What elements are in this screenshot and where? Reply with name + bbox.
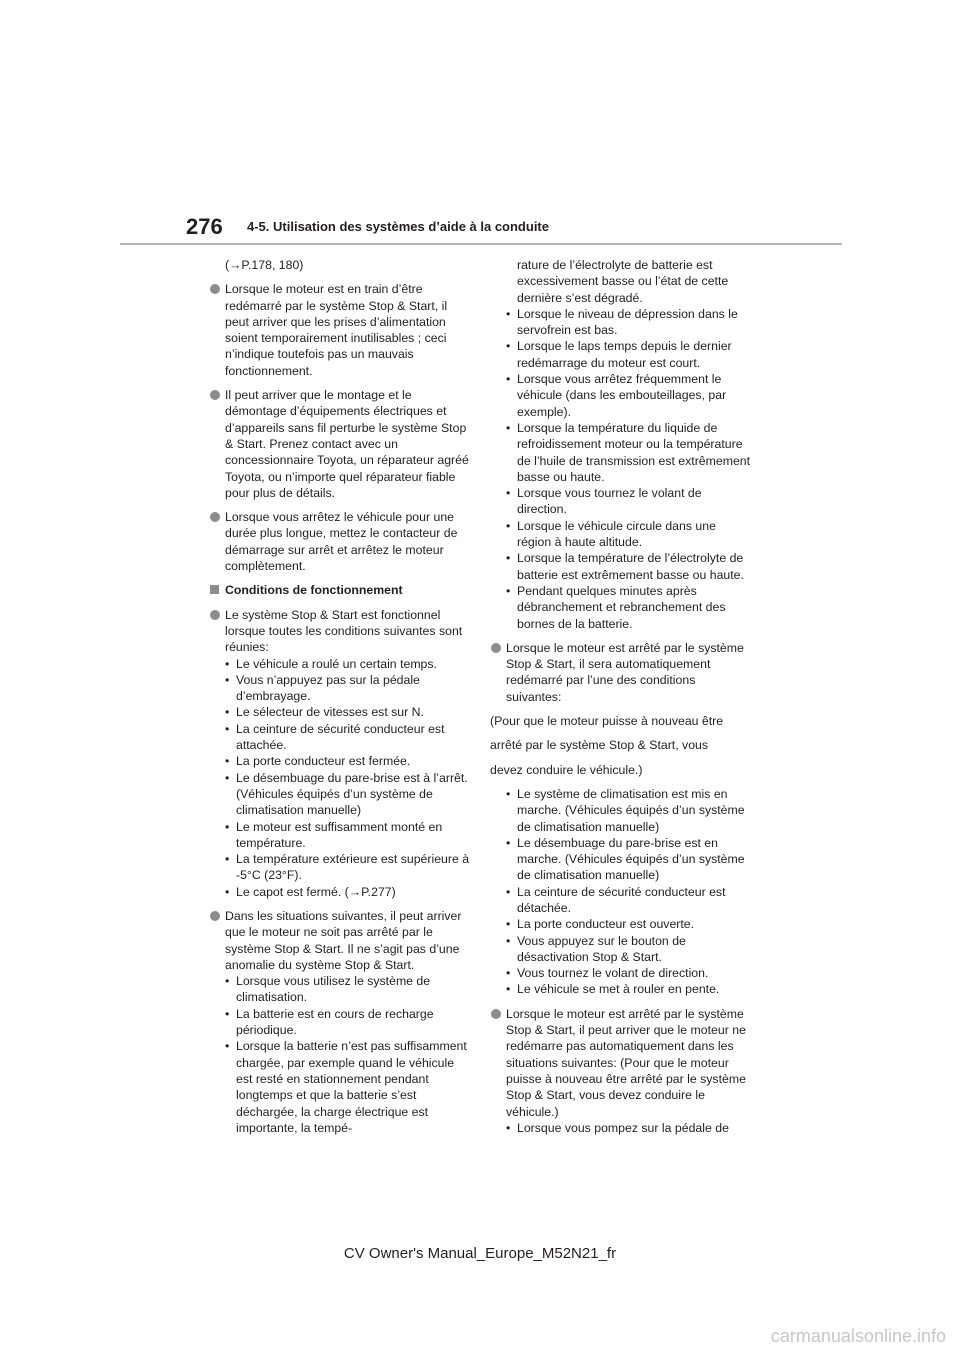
list-item: • Lorsque vous tournez le volant de direction. — [506, 486, 702, 517]
footer-manual-name: CV Owner's Manual_Europe_M52N21_fr — [343, 1245, 617, 1262]
list-item: • La température extérieure est supérieure à -5°C (23°F). — [225, 852, 470, 883]
bullet-circle-icon — [491, 643, 501, 653]
list-item: • Lorsque la batterie n’est pas suffisamment chargée, par exemple quand le véhicule est resté en stationnement pendant longtemps et que la batterie s’est déchargée, la charge électrique est importante, la tempé- — [225, 1039, 467, 1135]
bullet-circle-icon — [210, 911, 220, 921]
list-item: • Lorsque vous pompez sur la pédale de — [506, 1120, 729, 1135]
list-item: • Le véhicule a roulé un certain temps. — [225, 656, 437, 671]
list-item: • Le véhicule se met à rouler en pente. — [506, 982, 720, 997]
list-item: • Vous n’appuyez pas sur la pédale d’embrayage. — [225, 672, 420, 704]
bullet-paragraph — [209, 387, 471, 501]
list-item: • Le désembuage du pare-brise est à l’arrêt. (Véhicules équipés d’un système de climatisation manuelle) — [225, 770, 468, 818]
left-column — [209, 257, 471, 1136]
bullet-text: Lorsque le moteur est arrêté par le système Stop & Start, il sera automatiquement redémarré par l’une des conditions suivantes: — [506, 640, 744, 704]
list-item: • Lorsque la température de l’électrolyte de batterie est extrêmement basse ou haute. — [506, 551, 744, 582]
bullet-paragraph — [490, 1006, 752, 1120]
plain-text-line: arrêté par le système Stop & Start, vous — [490, 738, 709, 753]
list-item: • Lorsque le véhicule circule dans une région à haute altitude. — [506, 518, 716, 550]
bullet-circle-icon — [210, 512, 220, 522]
header-rule — [120, 243, 842, 245]
page-reference[interactable]: (→P.178, 180) — [225, 258, 304, 272]
bullet-text: Lorsque le moteur est arrêté par le système Stop & Start, il peut arriver que le moteur ne redémarre pas automatiquement dans les situations suivantes: (Pour que le moteur puisse à nouveau être arrêté par le système Stop & Start, vous devez conduire le véhicule.) — [506, 1006, 746, 1119]
list-item: • Lorsque la température du liquide de refroidissement moteur ou la température de l’huile de transmission est extrêmement basse ou haute. — [506, 420, 751, 484]
list-item: • Lorsque le niveau de dépression dans le servofrein est bas. — [506, 306, 738, 338]
section-title: 4-5. Utilisation des systèmes d’aide à la conduite — [247, 219, 549, 234]
list-item: • Le moteur est suffisamment monté en température. — [225, 819, 443, 850]
bullet-paragraph — [209, 607, 471, 656]
subsection-heading — [209, 582, 471, 598]
heading-text: Conditions de fonctionnement — [225, 583, 403, 598]
list-item: • La ceinture de sécurité conducteur est détachée. — [506, 884, 726, 915]
bullet-text: Lorsque le moteur est en train d’être redémarré par le système Stop & Start, il peut arriver que les prises d’alimentation soient temporairement inutilisables ; ceci n’indique toutefois pas un mauvais fonctionnement. — [225, 282, 448, 378]
list-item: • La ceinture de sécurité conducteur est attachée. — [225, 721, 445, 753]
bullet-paragraph — [209, 908, 471, 973]
continued-text: rature de l’électrolyte de batterie est excessivement basse ou l’état de cette dernière s’est dégradé. — [517, 258, 729, 305]
bullet-text: Lorsque vous arrêtez le véhicule pour une durée plus longue, mettez le contacteur de démarrage sur arrêt et arrêtez le moteur complètement. — [225, 510, 458, 574]
list-item: • La porte conducteur est ouverte. — [506, 917, 695, 932]
bullet-paragraph — [209, 281, 471, 379]
situations-list — [209, 973, 471, 1136]
restart-conditions-list — [490, 786, 752, 998]
bullet-paragraph — [209, 509, 471, 574]
plain-text-line: (Pour que le moteur puisse à nouveau être — [490, 714, 724, 729]
list-item: • La porte conducteur est fermée. — [225, 754, 411, 769]
conditions-list — [209, 656, 471, 900]
final-list — [490, 1120, 752, 1136]
list-item: • Vous appuyez sur le bouton de désactivation Stop & Start. — [506, 933, 686, 964]
situations-list-continued — [490, 306, 752, 632]
list-item[interactable]: • Le capot est fermé. (→P.277) — [225, 884, 396, 899]
list-item: • La batterie est en cours de recharge périodique. — [225, 1006, 434, 1038]
list-item: • Le sélecteur de vitesses est sur N. — [225, 705, 424, 720]
square-marker-icon — [210, 585, 219, 594]
watermark[interactable]: carmanualsonline.info — [770, 1326, 946, 1346]
list-item: • Pendant quelques minutes après débranchement et rebranchement des bornes de la batterie. — [506, 583, 726, 631]
bullet-text: Dans les situations suivantes, il peut arriver que le moteur ne soit pas arrêté par le système Stop & Start. Il ne s’agit pas d’une anomalie du système Stop & Start. — [225, 908, 462, 972]
list-item: • Lorsque vous arrêtez fréquemment le véhicule (dans les embouteillages, par exemple). — [506, 372, 727, 419]
bullet-paragraph — [490, 640, 752, 705]
page-number: 276 — [186, 214, 223, 239]
right-column — [490, 257, 752, 1136]
bullet-circle-icon — [210, 390, 220, 400]
bullet-text: Il peut arriver que le montage et le démontage d’équipements électriques et d’appareils sans fil perturbe le système Stop & Start. Prenez contact avec un concessionnaire Toyota, un réparateur agréé Toyota, ou n’importe quel réparateur fiable pour plus de détails. — [225, 388, 469, 500]
bullet-circle-icon — [210, 284, 220, 294]
bullet-text: Le système Stop & Start est fonctionnel lorsque toutes les conditions suivantes sont réunies: — [225, 607, 463, 655]
bullet-circle-icon — [491, 1009, 501, 1019]
plain-text-line: devez conduire le véhicule.) — [490, 762, 643, 777]
list-item: • Vous tournez le volant de direction. — [506, 966, 709, 981]
list-item: • Le système de climatisation est mis en marche. (Véhicules équipés d’un système de climatisation manuelle) — [506, 786, 745, 834]
list-item: • Lorsque le laps temps depuis le dernier redémarrage du moteur est court. — [506, 339, 732, 370]
list-item: • Le désembuage du pare-brise est en marche. (Véhicules équipés d’un système de climatisation manuelle) — [506, 835, 745, 883]
list-item: • Lorsque vous utilisez le système de climatisation. — [225, 974, 431, 1005]
bullet-circle-icon — [210, 610, 220, 620]
